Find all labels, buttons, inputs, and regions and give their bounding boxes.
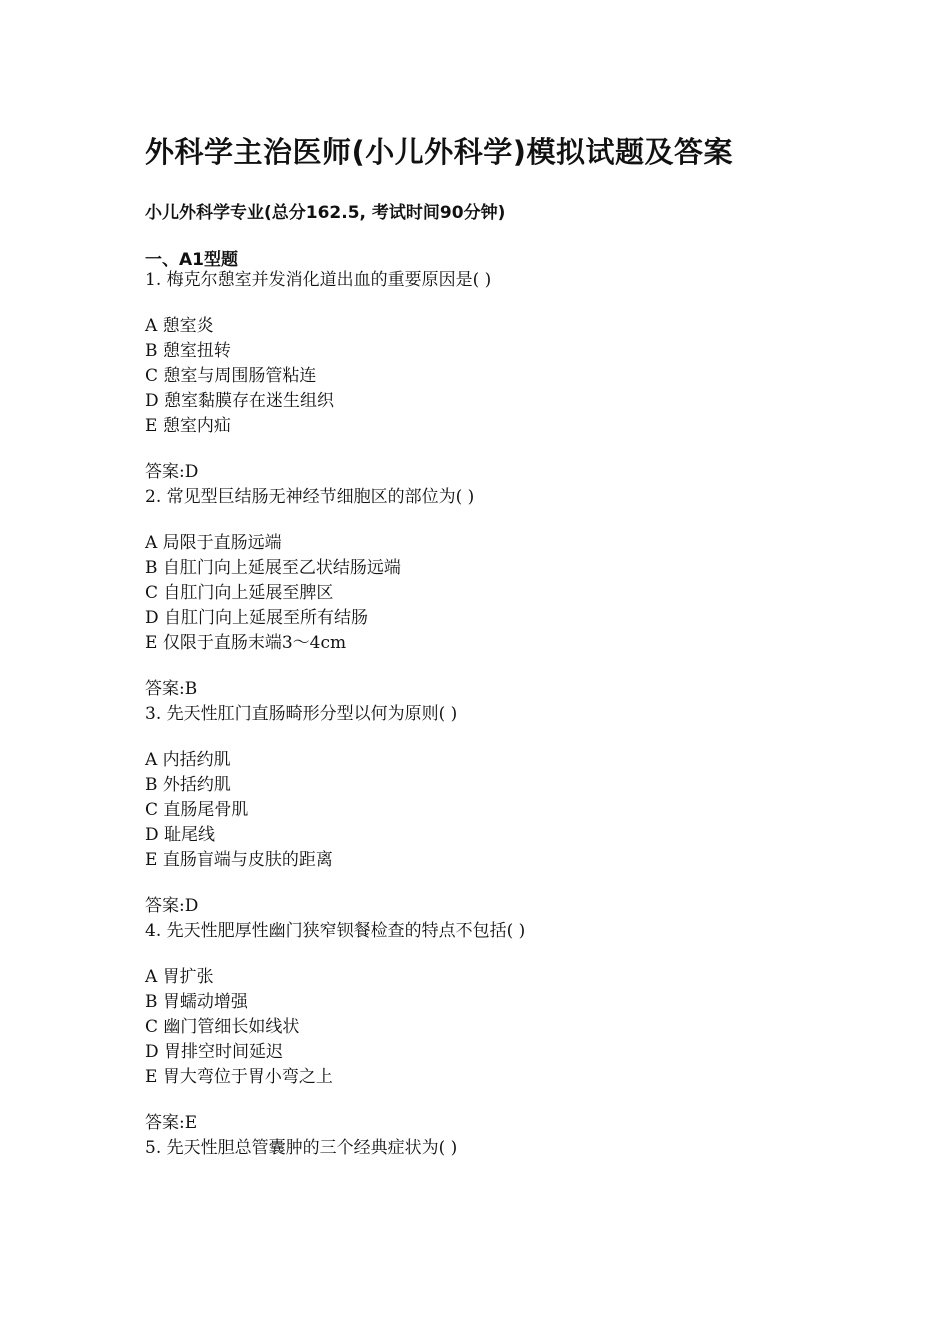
option-d: D 憩室黏膜存在迷生组织 bbox=[145, 391, 335, 411]
question-stem: 3. 先天性肛门直肠畸形分型以何为原则( ) bbox=[145, 704, 458, 724]
question-3 bbox=[145, 702, 845, 919]
option-c: C 直肠尾骨肌 bbox=[145, 800, 249, 820]
answer: 答案:D bbox=[145, 462, 199, 482]
question-2 bbox=[145, 485, 845, 702]
option-e: E 直肠盲端与皮肤的距离 bbox=[145, 850, 333, 870]
question-list bbox=[145, 268, 845, 1161]
answer: 答案:D bbox=[145, 896, 199, 916]
option-a: A 憩室炎 bbox=[145, 316, 214, 336]
option-a: A 内括约肌 bbox=[145, 750, 231, 770]
option-a: A 胃扩张 bbox=[145, 967, 214, 987]
answer: 答案:E bbox=[145, 1113, 198, 1133]
option-e: E 仅限于直肠末端3～4cm bbox=[145, 633, 347, 653]
question-stem: 1. 梅克尔憩室并发消化道出血的重要原因是( ) bbox=[145, 270, 492, 290]
question-4 bbox=[145, 919, 845, 1136]
question-1 bbox=[145, 268, 845, 485]
option-c: C 幽门管细长如线状 bbox=[145, 1017, 300, 1037]
option-e: E 胃大弯位于胃小弯之上 bbox=[145, 1067, 333, 1087]
option-b: B 外括约肌 bbox=[145, 775, 231, 795]
option-e: E 憩室内疝 bbox=[145, 416, 231, 436]
option-a: A 局限于直肠远端 bbox=[145, 533, 282, 553]
option-b: B 胃蠕动增强 bbox=[145, 992, 248, 1012]
question-stem: 5. 先天性胆总管囊肿的三个经典症状为( ) bbox=[145, 1138, 458, 1158]
question-stem: 2. 常见型巨结肠无神经节细胞区的部位为( ) bbox=[145, 487, 475, 507]
section-heading: 一、A1型题 bbox=[145, 250, 238, 270]
question-stem: 4. 先天性肥厚性幽门狭窄钡餐检查的特点不包括( ) bbox=[145, 921, 526, 941]
option-c: C 憩室与周围肠管粘连 bbox=[145, 366, 317, 386]
option-c: C 自肛门向上延展至脾区 bbox=[145, 583, 334, 603]
document-subtitle: 小儿外科学专业(总分162.5, 考试时间90分钟) bbox=[145, 203, 506, 223]
option-d: D 胃排空时间延迟 bbox=[145, 1042, 284, 1062]
question-5 bbox=[145, 1136, 845, 1161]
option-b: B 自肛门向上延展至乙状结肠远端 bbox=[145, 558, 401, 578]
option-b: B 憩室扭转 bbox=[145, 341, 231, 361]
document-title: 外科学主治医师(小儿外科学)模拟试题及答案 bbox=[145, 135, 734, 169]
option-d: D 自肛门向上延展至所有结肠 bbox=[145, 608, 369, 628]
answer: 答案:B bbox=[145, 679, 198, 699]
option-d: D 耻尾线 bbox=[145, 825, 216, 845]
